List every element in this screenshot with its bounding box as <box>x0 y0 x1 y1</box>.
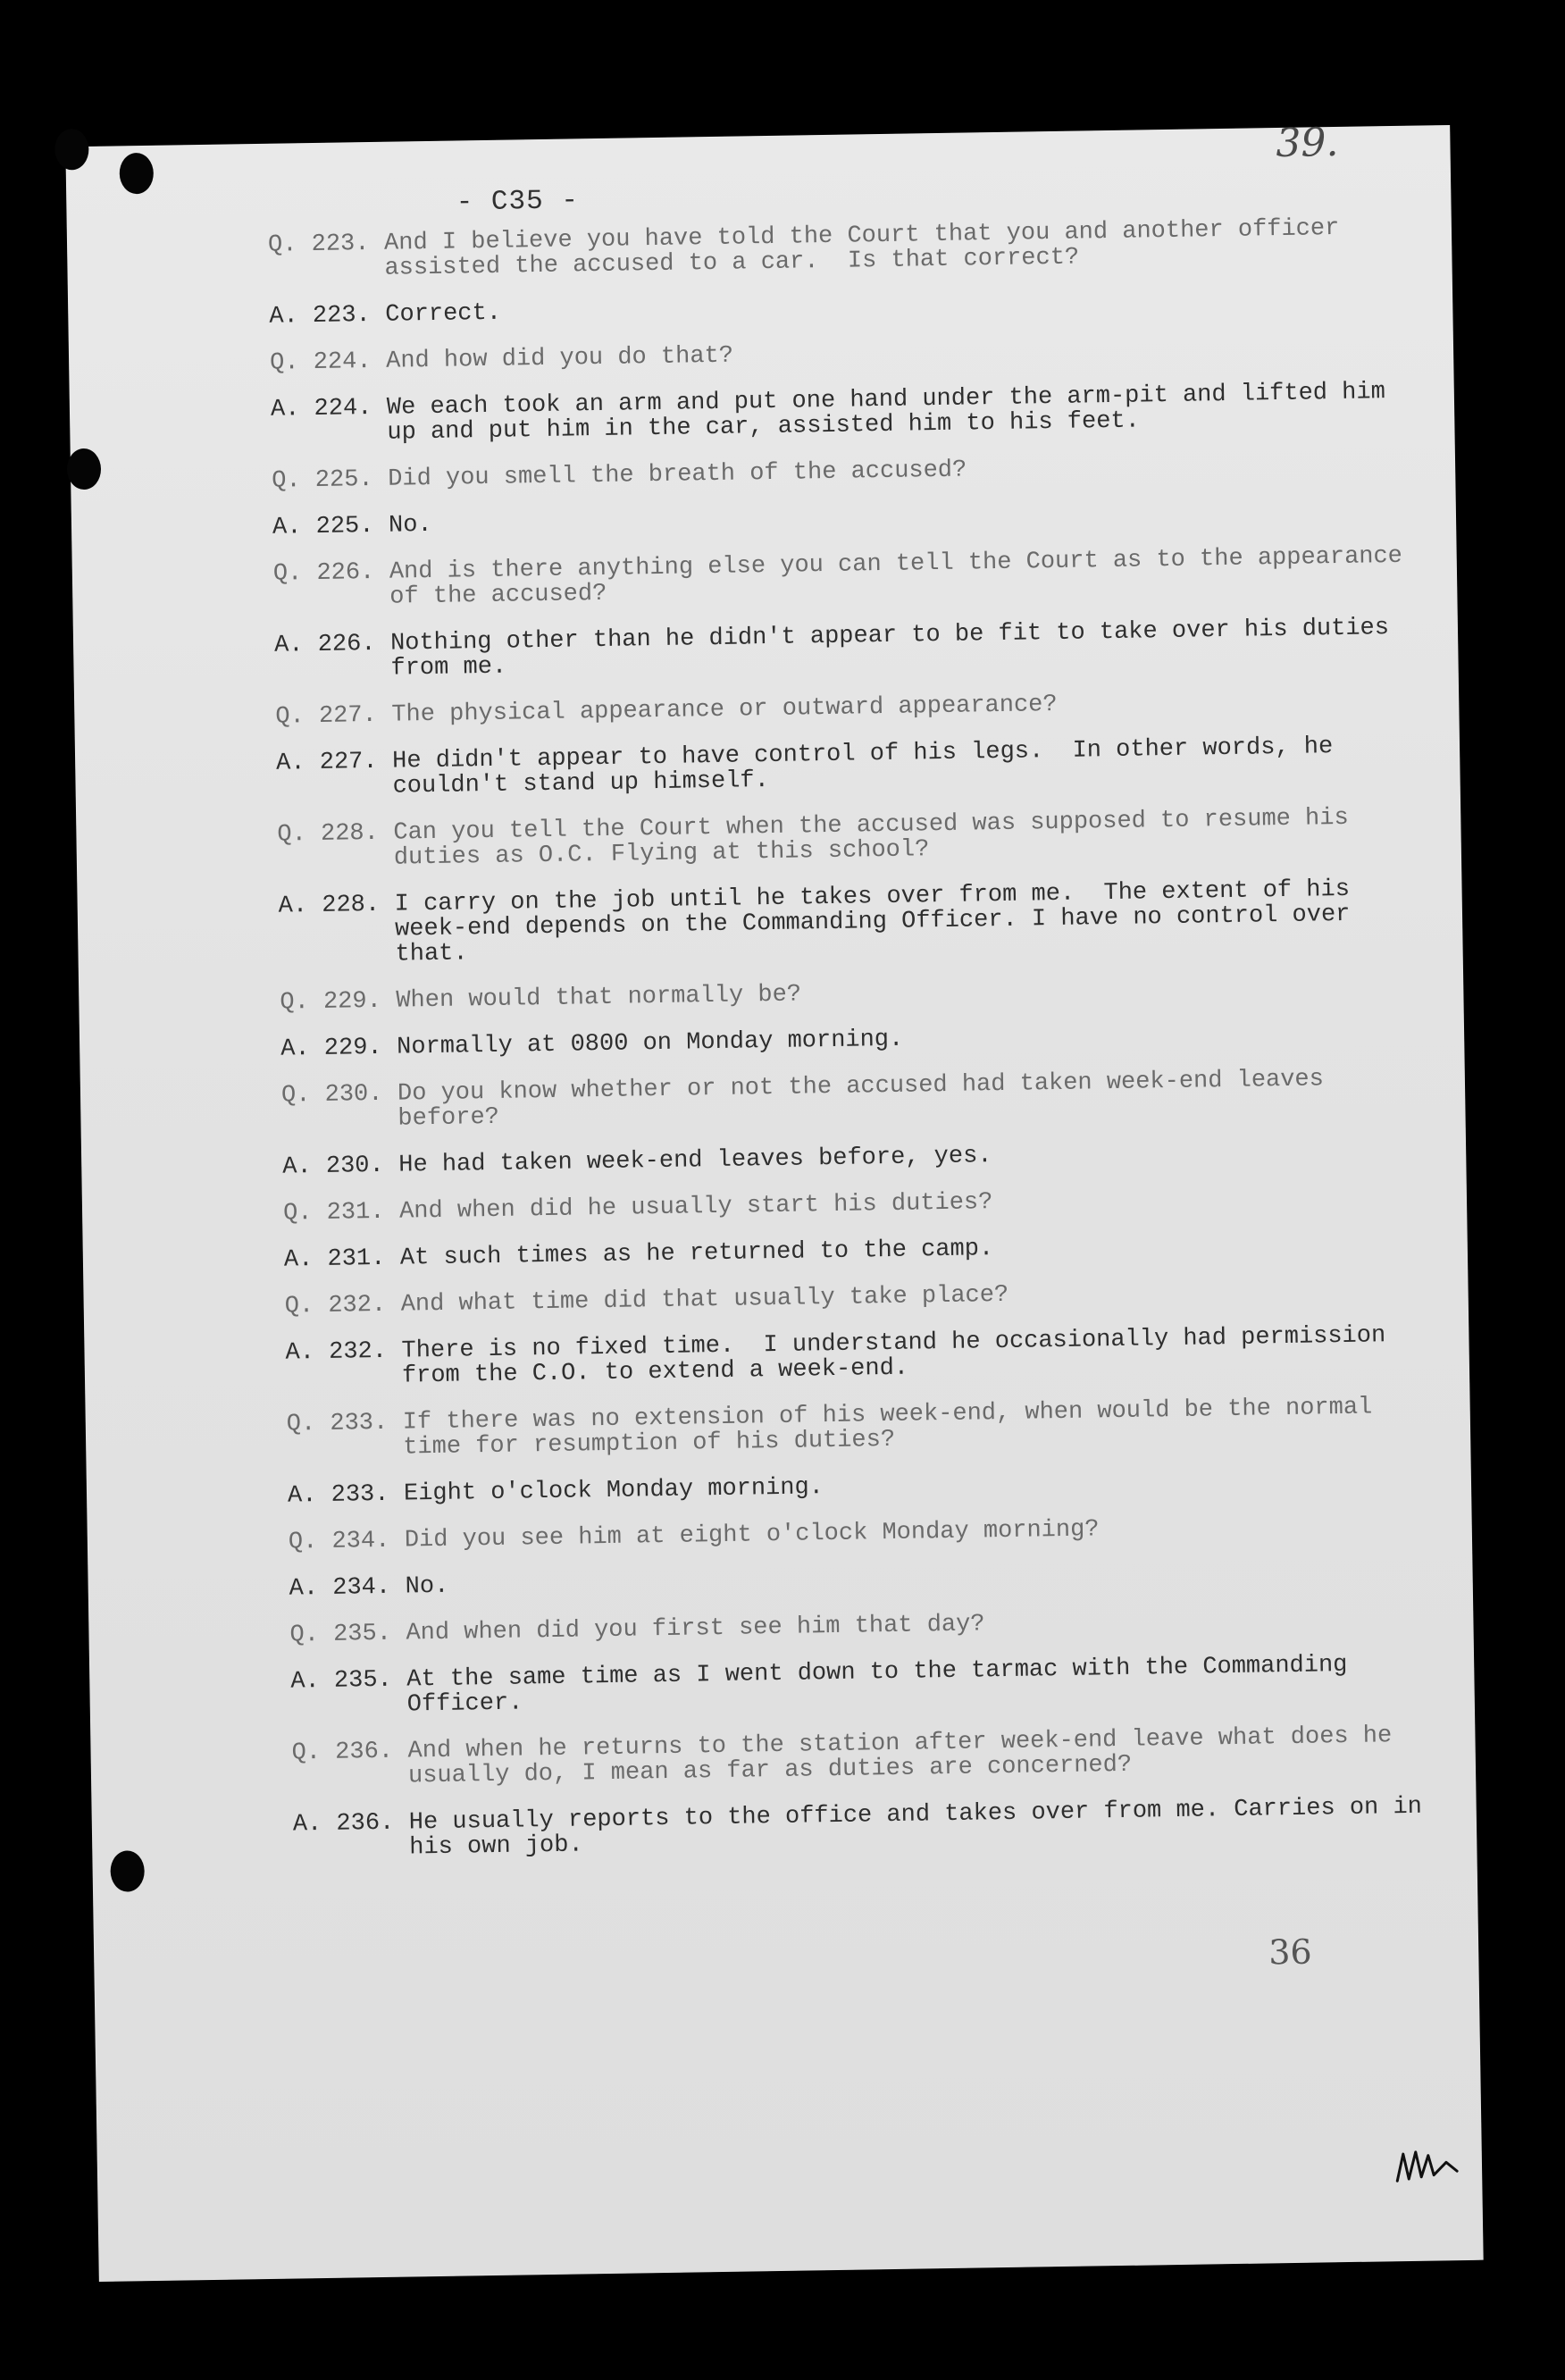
entry-number: Q. 233. <box>286 1409 389 1438</box>
entry-number: Q. 232. <box>284 1291 387 1320</box>
entry-number: A. 228. <box>278 891 381 920</box>
entry-text: The physical appearance or outward appearance? <box>391 691 1058 729</box>
answer-entry <box>269 287 1412 330</box>
entry-number: Q. 231. <box>282 1198 385 1228</box>
entry-number: Q. 225. <box>271 465 373 495</box>
handwritten-initials <box>1392 2135 1464 2190</box>
entry-text: Did you see him at eight o'clock Monday morning? <box>404 1516 1100 1555</box>
answer-entry <box>280 1019 1424 1062</box>
question-entry <box>291 1722 1435 1790</box>
entry-number: A. 235. <box>290 1666 392 1696</box>
question-entry <box>275 687 1419 730</box>
entry-number: A. 227. <box>275 748 378 777</box>
answer-entry <box>293 1794 1437 1862</box>
question-entry <box>285 1277 1428 1320</box>
pencil-page-number: 39. <box>1276 119 1339 167</box>
answer-entry <box>278 876 1422 969</box>
answer-entry <box>288 1465 1431 1508</box>
entry-number: Q. 235. <box>289 1620 392 1649</box>
entry-text: Normally at 0800 on Monday morning. <box>396 1026 904 1061</box>
answer-entry <box>274 616 1419 683</box>
entry-text: At the same time as I went down to the tarmac with the Commanding Officer. <box>406 1651 1362 1719</box>
entry-text: Did you smell the breath of the accused? <box>387 457 967 493</box>
entry-text: At such times as he returned to the camp. <box>399 1236 994 1272</box>
entry-text: Can you tell the Court when the accused was supposed to resume his duties as O.C. Flying at this school? <box>393 804 1364 872</box>
transcript-list <box>268 215 1437 1884</box>
punch-hole-4 <box>110 1850 145 1892</box>
entry-text: And when did you first see him that day? <box>406 1611 985 1647</box>
answer-entry <box>285 1323 1429 1391</box>
entry-text: He usually reports to the office and takes over from me. Carries on in his own job. <box>408 1793 1437 1862</box>
entry-number: Q. 230. <box>280 1080 383 1110</box>
entry-number: A. 225. <box>272 512 374 541</box>
entry-number: Q. 223. <box>267 230 370 259</box>
answer-entry <box>289 1558 1432 1601</box>
entry-number: A. 224. <box>270 394 372 423</box>
page-heading: - C35 - <box>456 185 580 219</box>
entry-number: A. 229. <box>280 1034 382 1063</box>
entry-text: Correct. <box>385 299 502 329</box>
answer-entry <box>272 498 1416 541</box>
entry-text: He had taken week-end leaves before, yes. <box>398 1143 992 1179</box>
entry-number: A. 226. <box>273 630 376 659</box>
question-entry <box>273 544 1418 612</box>
stamped-page-number: 36 <box>1268 1932 1312 1973</box>
entry-number: Q. 236. <box>291 1738 394 1767</box>
entry-text: We each took an arm and put one hand under the arm-pit and lifted him up and put him in the car, assisted him to his feet. <box>386 378 1401 447</box>
entry-number: A. 223. <box>269 301 371 331</box>
entry-number: A. 233. <box>287 1480 389 1510</box>
question-entry <box>281 1066 1426 1134</box>
question-entry <box>287 1395 1431 1462</box>
entry-number: Q. 226. <box>272 558 375 588</box>
question-entry <box>272 451 1415 494</box>
question-entry <box>280 973 1423 1016</box>
punch-hole-3 <box>67 448 102 490</box>
entry-text: And when he returns to the station after week-end leave what does he usually do, I mean as far as duties are concerned? <box>407 1722 1407 1790</box>
entry-text: And how did you do that? <box>385 342 734 375</box>
question-entry <box>289 1512 1432 1555</box>
answer-entry <box>282 1137 1426 1180</box>
entry-text: And when did he usually start his duties? <box>398 1189 993 1226</box>
entry-text: When would that normally be? <box>396 981 802 1015</box>
document-page <box>65 119 1483 2282</box>
entry-text: No. <box>388 511 432 540</box>
entry-number: Q. 228. <box>277 819 380 849</box>
entry-number: A. 231. <box>283 1244 386 1274</box>
entry-text: If there was no extension of his week-end, when would be the normal time for resumption of his duties? <box>402 1394 1387 1462</box>
punch-hole-2 <box>119 153 154 195</box>
question-entry <box>289 1605 1433 1647</box>
entry-text: I carry on the job until he takes over from me. The extent of his week-end depends on the Commanding Officer. I have no control over that. <box>394 876 1365 968</box>
question-entry <box>283 1184 1427 1227</box>
entry-number: Q. 229. <box>280 987 382 1017</box>
entry-number: Q. 224. <box>269 348 372 377</box>
entry-text: He didn't appear to have control of his legs. In other words, he couldn't stand up himself. <box>391 733 1348 800</box>
entry-text: And I believe you have told the Court that you and another officer assisted the accused to a car. Is that correct? <box>383 214 1354 282</box>
answer-entry <box>271 380 1415 448</box>
question-entry <box>268 215 1412 283</box>
question-entry <box>277 805 1421 873</box>
answer-entry <box>284 1230 1427 1273</box>
entry-number: A. 230. <box>282 1152 384 1181</box>
entry-number: A. 234. <box>289 1573 391 1603</box>
punch-hole-1 <box>54 129 89 171</box>
question-entry <box>270 333 1413 376</box>
entry-text: Do you know whether or not the accused had taken week-end leaves before? <box>397 1066 1339 1133</box>
entry-text: And what time did that usually take place? <box>400 1281 1009 1319</box>
entry-number: A. 236. <box>292 1809 395 1839</box>
entry-number: Q. 227. <box>275 701 378 731</box>
answer-entry <box>290 1651 1435 1719</box>
entry-text: No. <box>405 1572 449 1601</box>
entry-text: There is no fixed time. I understand he occasionally had permission from the C.O. to extend a week-end. <box>401 1322 1401 1390</box>
entry-number: Q. 234. <box>288 1527 390 1556</box>
entry-text: Nothing other than he didn't appear to be fit to take over his duties from me. <box>389 614 1404 683</box>
entry-number: A. 232. <box>285 1337 388 1367</box>
answer-entry <box>276 733 1420 801</box>
entry-text: Eight o'clock Monday morning. <box>403 1474 824 1508</box>
entry-text: And is there anything else you can tell the Court as to the appearance of the accused? <box>389 542 1418 611</box>
